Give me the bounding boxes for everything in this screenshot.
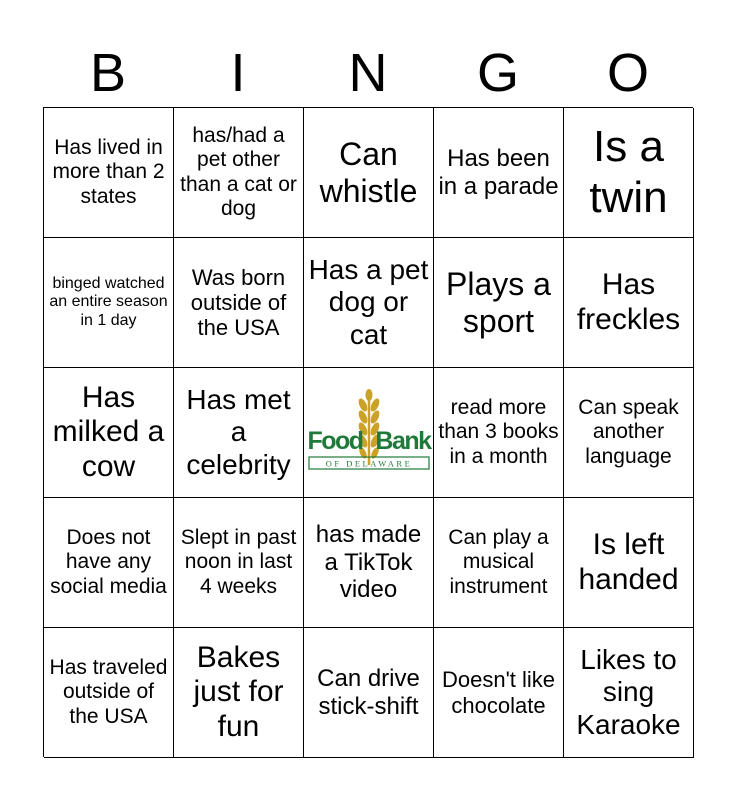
bingo-cell-3-2[interactable]: Has met a celebrity (174, 368, 304, 498)
bingo-cell-2-5[interactable]: Has freckles (564, 238, 694, 368)
bingo-cell-5-3[interactable]: Can drive stick-shift (304, 628, 434, 758)
bingo-cell-5-1[interactable]: Has traveled outside of the USA (44, 628, 174, 758)
bingo-cell-4-2[interactable]: Slept in past noon in last 4 weeks (174, 498, 304, 628)
bingo-cell-2-1[interactable]: binged watched an entire season in 1 day (44, 238, 174, 368)
bingo-cell-5-5[interactable]: Likes to sing Karaoke (564, 628, 694, 758)
bingo-cell-1-2[interactable]: has/had a pet other than a cat or dog (174, 108, 304, 238)
logo-word-food: Food (306, 426, 363, 455)
bingo-cell-2-4[interactable]: Plays a sport (434, 238, 564, 368)
bingo-cell-5-2[interactable]: Bakes just for fun (174, 628, 304, 758)
header-letter-b: B (89, 43, 127, 103)
bingo-cell-1-4[interactable]: Has been in a parade (434, 108, 564, 238)
bingo-cell-4-5[interactable]: Is left handed (564, 498, 694, 628)
bingo-cell-2-3[interactable]: Has a pet dog or cat (304, 238, 434, 368)
free-space-logo[interactable] (304, 368, 434, 498)
bingo-cell-4-3[interactable]: has made a TikTok video (304, 498, 434, 628)
header-letter-o: O (606, 43, 649, 103)
logo-tagline: OF DELAWARE (325, 458, 412, 468)
header-letter-n: N (348, 43, 388, 103)
food-bank-logo-icon (305, 369, 433, 497)
bingo-cell-3-4[interactable]: read more than 3 books in a month (434, 368, 564, 498)
bingo-cell-5-4[interactable]: Doesn't like chocolate (434, 628, 564, 758)
bingo-cell-2-2[interactable]: Was born outside of the USA (174, 238, 304, 368)
bingo-cell-4-1[interactable]: Does not have any social media (44, 498, 174, 628)
bingo-cell-3-5[interactable]: Can speak another language (564, 368, 694, 498)
bingo-cell-3-1[interactable]: Has milked a cow (44, 368, 174, 498)
logo-word-bank: Bank (374, 426, 431, 455)
bingo-header (43, 40, 693, 106)
bingo-grid (43, 107, 693, 757)
bingo-cell-1-1[interactable]: Has lived in more than 2 states (44, 108, 174, 238)
header-letter-g: G (476, 43, 519, 103)
bingo-cell-4-4[interactable]: Can play a musical instrument (434, 498, 564, 628)
header-letter-i: I (230, 43, 246, 103)
bingo-cell-1-3[interactable]: Can whistle (304, 108, 434, 238)
bingo-cell-1-5[interactable]: Is a twin (564, 108, 694, 238)
